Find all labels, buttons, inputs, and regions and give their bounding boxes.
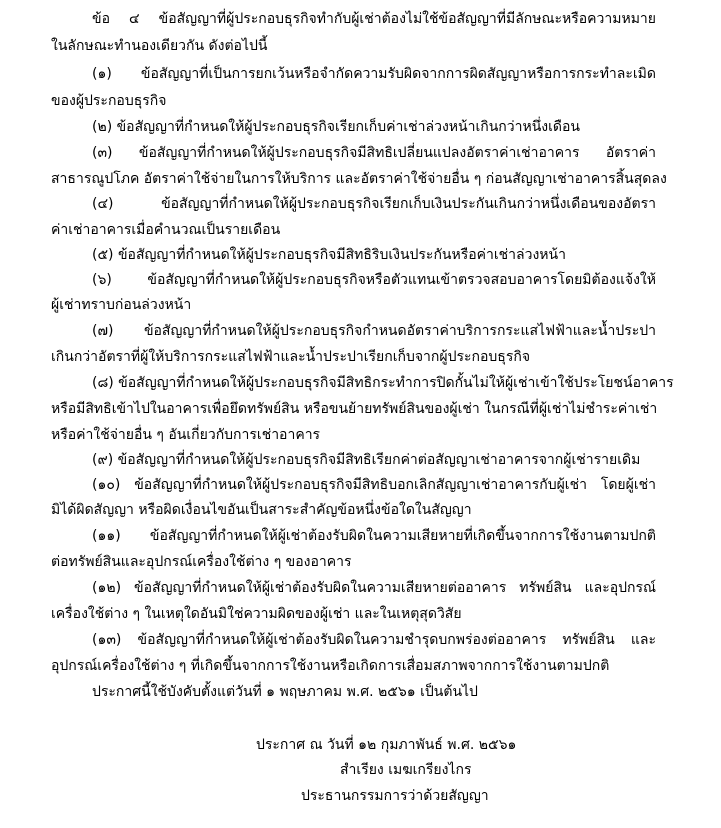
item-8-cont-2: หรือค่าใช้จ่ายอื่น ๆ อันเกี่ยวกับการเช่าอาคาร [51, 427, 321, 443]
item-2: (๒) ข้อสัญญาที่กำหนดให้ผู้ประกอบธุรกิจเรียกเก็บค่าเช่าล่วงหน้าเกินกว่าหนึ่งเดือน [92, 119, 580, 135]
effective-date: ประกาศนี้ใช้บังคับตั้งแต่วันที่ ๑ พฤษภาคม พ.ศ. ๒๕๖๑ เป็นต้นไป [92, 684, 478, 700]
item-3: (๓) ข้อสัญญาที่กำหนดให้ผู้ประกอบธุรกิจมีสิทธิเปลี่ยนแปลงอัตราค่าเช่าอาคาร อัตราค่า [92, 145, 656, 161]
item-1: (๑) ข้อสัญญาที่เป็นการยกเว้นหรือจำกัดความรับผิดจากการผิดสัญญาหรือการกระทำละเมิด [92, 66, 656, 82]
item-12: (๑๒) ข้อสัญญาที่กำหนดให้ผู้เช่าต้องรับผิดในความเสียหายต่ออาคาร ทรัพย์สิน และอุปกรณ์ [92, 580, 656, 596]
item-13-cont: อุปกรณ์เครื่องใช้ต่าง ๆ ที่เกิดขึ้นจากการใช้งานหรือเกิดการเสื่อมสภาพจากการใช้งานตามปกติ [51, 658, 610, 674]
item-12-cont: เครื่องใช้ต่าง ๆ ในเหตุใดอันมิใช่ความผิดของผู้เช่า และในเหตุสุดวิสัย [51, 606, 462, 622]
signatory-position: ประธานกรรมการว่าด้วยสัญญา [301, 788, 489, 804]
item-4-cont: ค่าเช่าอาคารเมื่อคำนวณเป็นรายเดือน [51, 222, 281, 238]
item-10: (๑๐) ข้อสัญญาที่กำหนดให้ผู้ประกอบธุรกิจมีสิทธิบอกเลิกสัญญาเช่าอาคารกับผู้เช่า โดยผู้เช่า [92, 477, 656, 493]
item-11-cont: ต่อทรัพย์สินและอุปกรณ์เครื่องใช้ต่าง ๆ ของอาคาร [51, 554, 352, 570]
item-6: (๖) ข้อสัญญาที่กำหนดให้ผู้ประกอบธุรกิจหรือตัวแทนเข้าตรวจสอบอาคารโดยมิต้องแจ้งให้ [92, 272, 656, 288]
item-1-cont: ของผู้ประกอบธุรกิจ [51, 93, 167, 109]
item-5: (๕) ข้อสัญญาที่กำหนดให้ผู้ประกอบธุรกิจมีสิทธิริบเงินประกันหรือค่าเช่าล่วงหน้า [92, 247, 566, 263]
clause-4-heading-cont: ในลักษณะทำนองเดียวกัน ดังต่อไปนี้ [51, 38, 268, 54]
clause-4-heading: ข้อ ๔ ข้อสัญญาที่ผู้ประกอบธุรกิจทำกับผู้เช่าต้องไม่ใช้ข้อสัญญาที่มีลักษณะหรือความหมาย [92, 11, 656, 27]
signature-date: ประกาศ ณ วันที่ ๑๒ กุมภาพันธ์ พ.ศ. ๒๕๖๑ [256, 737, 517, 753]
item-13: (๑๓) ข้อสัญญาที่กำหนดให้ผู้เช่าต้องรับผิดในความชำรุดบกพร่องต่ออาคาร ทรัพย์สิน และ [92, 632, 656, 648]
item-10-cont: มิได้ผิดสัญญา หรือผิดเงื่อนไขอันเป็นสาระสำคัญข้อหนึ่งข้อใดในสัญญา [51, 502, 472, 518]
signatory-name: สำเรียง เมฆเกรียงไกร [340, 762, 472, 778]
item-4: (๔) ข้อสัญญาที่กำหนดให้ผู้ประกอบธุรกิจเรียกเก็บเงินประกันเกินกว่าหนึ่งเดือนของอัตรา [92, 196, 656, 212]
item-6-cont: ผู้เช่าทราบก่อนล่วงหน้า [51, 297, 192, 313]
item-8-cont-1: หรือมีสิทธิเข้าไปในอาคารเพื่อยึดทรัพย์สิน หรือขนย้ายทรัพย์สินของผู้เช่า ในกรณีที่ผู้เช่าไม่ชำระค่าเช่า [51, 401, 658, 417]
item-8: (๘) ข้อสัญญาที่กำหนดให้ผู้ประกอบธุรกิจมีสิทธิกระทำการปิดกั้นไม่ให้ผู้เช่าเข้าใช้ประโยชน์อาคาร [92, 375, 674, 391]
item-7-cont: เกินกว่าอัตราที่ผู้ให้บริการกระแสไฟฟ้าและน้ำประปาเรียกเก็บจากผู้ประกอบธุรกิจ [51, 349, 531, 365]
item-9: (๙) ข้อสัญญาที่กำหนดให้ผู้ประกอบธุรกิจมีสิทธิเรียกค่าต่อสัญญาเช่าอาคารจากผู้เช่ารายเดิม [92, 452, 641, 468]
item-3-cont: สาธารณูปโภค อัตราค่าใช้จ่ายในการให้บริการ และอัตราค่าใช้จ่ายอื่น ๆ ก่อนสัญญาเช่าอาคารสิ้นสุดลง [51, 171, 667, 187]
item-11: (๑๑) ข้อสัญญาที่กำหนดให้ผู้เช่าต้องรับผิดในความเสียหายที่เกิดขึ้นจากการใช้งานตามปกติ [92, 528, 656, 544]
item-7: (๗) ข้อสัญญาที่กำหนดให้ผู้ประกอบธุรกิจกำหนดอัตราค่าบริการกระแสไฟฟ้าและน้ำประปา [92, 323, 656, 339]
